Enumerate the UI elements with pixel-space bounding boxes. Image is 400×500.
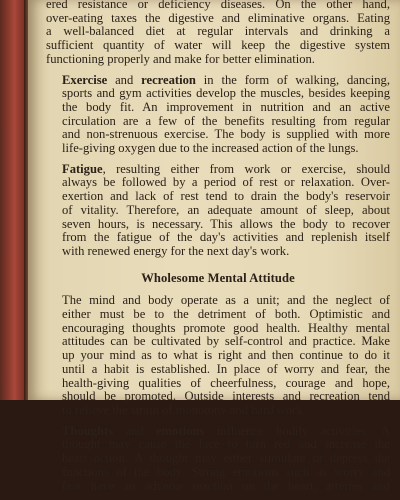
book-binding (0, 0, 24, 400)
text-line: attitudes can be cultivated by self-control and practice. Make (62, 334, 390, 349)
text-connector: and (113, 423, 157, 438)
text-line: functioning properly and make for better elimination. (46, 51, 315, 66)
text-line: of vitality. Therefore, an adequate amount of sleep, about (62, 202, 390, 217)
text-line: a well-balanced diet at regular intervals and drinking a (46, 24, 390, 39)
text-line: to relieve the strain of monotony and hard work. (62, 402, 306, 417)
text-line: always be followed by a period of rest or relaxation. Over- (62, 175, 390, 190)
text-line: functions of the body. Strong emotions such as worry and (62, 464, 390, 479)
page-text (46, 0, 390, 500)
text-line: circulation are a few of the benefits resulting from regular (62, 113, 390, 128)
text-line: exertion and lack of rest tend to drain the body's reservoir (62, 189, 390, 204)
text-line: sufficient quantity of water will keep the digestive system (46, 38, 390, 53)
text-line: until a habit is established. In place of worry and fear, the (62, 361, 390, 376)
text-line: life-giving oxygen due to the increased action of the lungs. (62, 141, 359, 156)
text-line: thought may cause the face to turn red and increase the (62, 437, 390, 452)
text-line-first (46, 163, 390, 177)
text-line-first (46, 425, 390, 439)
text-line: seven hours, is necessary. This allows the body to recover (62, 216, 390, 231)
text-line: over-eating taxes the digestive and eliminative organs. Eating (46, 10, 390, 25)
text-line: encouraging thoughts promote good health. Healthy mental (62, 320, 390, 335)
section-heading: Wholesome Mental Attitude (141, 270, 295, 285)
paragraph-diet (46, 0, 390, 67)
text-connector: and (107, 72, 142, 87)
text-line: either must be to the detriment of both. Optimistic and (62, 307, 390, 322)
term-thoughts: Thoughts (62, 423, 114, 438)
term-exercise: Exercise (62, 72, 108, 87)
text-line-first: The mind and body operate as a unit; and the neglect of (62, 293, 390, 308)
term-recreation: recreation (141, 72, 196, 87)
text-line-first (46, 74, 390, 88)
paragraph-fatigue (46, 163, 390, 259)
text-line: health-giving qualities of cheerfulness, courage and hope, (62, 375, 390, 390)
text-line: ered resistance or deficiency diseases. On the other hand, (46, 0, 390, 11)
text-line: from the fatigue of the day's activities and replenish itself (62, 230, 390, 245)
term-fatigue: Fatigue (62, 161, 103, 176)
paragraph-exercise (46, 74, 390, 156)
text-run: , resulting either from work or exercise, should (102, 161, 390, 176)
text-line: sports and gym activities develop the muscles, besides keeping (62, 86, 390, 101)
term-emotions: emotions (156, 423, 205, 438)
text-run: influence bodily activities. A (204, 423, 391, 438)
text-line: heart action. A thought may either stimulate or depress the (62, 451, 390, 466)
paragraph-thoughts (46, 425, 390, 494)
paragraph-mind-body (46, 294, 390, 417)
text-line: should be promoted. Outside interests and recreation tend (62, 389, 390, 404)
text-line: and non-strenuous exercise. The body is supplied with more (62, 127, 390, 142)
text-line: the body fit. An improvement in nutrition and an active (62, 99, 390, 114)
text-line: fear have an adverse reaction on the heart, arteries and (62, 478, 390, 493)
text-run: in the form of walking, dancing, (195, 72, 390, 87)
text-line: up your mind as to what is right and then continue to do it (62, 348, 390, 363)
text-line: with renewed energy for the next day's work. (62, 243, 290, 258)
